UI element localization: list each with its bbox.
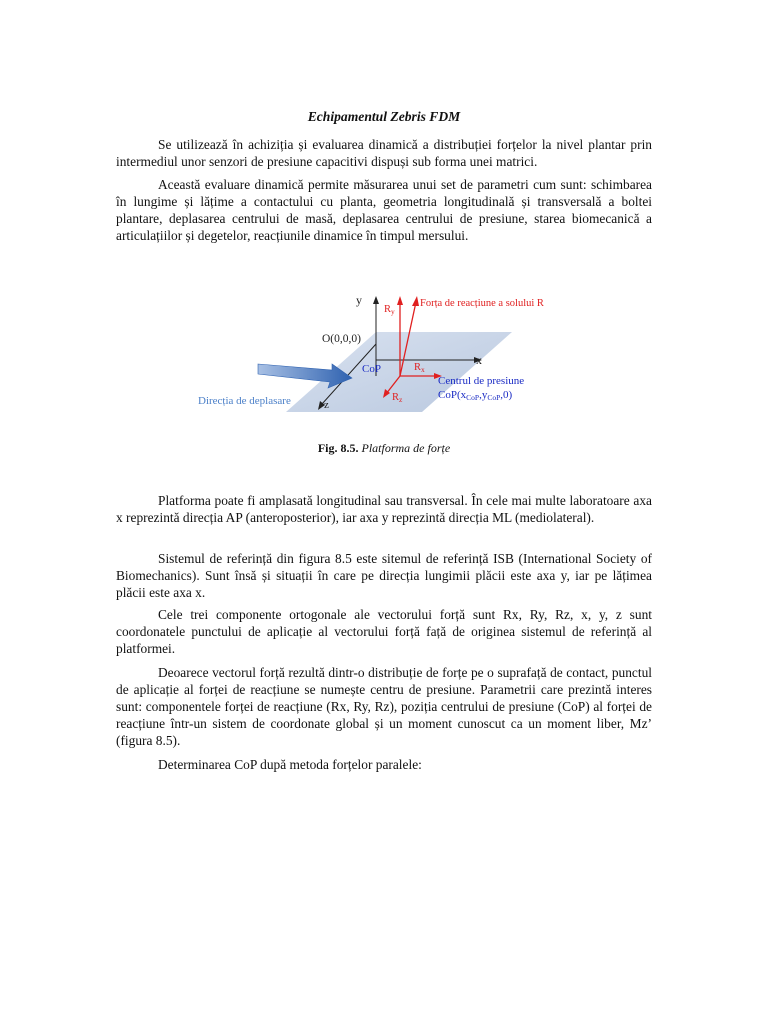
ry-arrowhead bbox=[397, 296, 403, 305]
resultant-force-arrowhead bbox=[412, 296, 419, 306]
cop-label: CoP bbox=[362, 363, 381, 375]
origin-label: O(0,0,0) bbox=[322, 333, 361, 345]
ry-label: Ry bbox=[384, 304, 395, 316]
rx-label: Rx bbox=[414, 362, 425, 374]
paragraph-2: Această evaluare dinamică permite măsurarea unui set de parametri cum sunt: schimbarea în lungime și lățime a contactului cu planta, geometria longitudinală și transversală a boltei plantare, deplasarea centrului de masă, deplasarea centrului de presiune, starea biomecanică a articulațiilor și degetelor, reacțiunile dinamice în timpul mersului. bbox=[116, 177, 652, 243]
paragraph-5: Cele trei componente ortogonale ale vectorului forță sunt Rx, Ry, Rz, x, y, z sunt coordonatele punctului de aplicație al vectorului forță față de originea sistemul de referință al platformei. bbox=[116, 607, 652, 656]
caption-text: Platforma de forțe bbox=[361, 441, 451, 455]
cop-coordinates-label: CoP(xCoP,yCoP,0) bbox=[438, 389, 513, 402]
document-title: Echipamentul Zebris FDM bbox=[307, 109, 461, 124]
figure-caption bbox=[0, 440, 768, 457]
center-of-pressure-label: Centrul de presiune bbox=[438, 375, 525, 387]
caption-number: Fig. 8.5. bbox=[317, 441, 359, 455]
x-axis-label: x bbox=[476, 353, 482, 367]
force-platform-figure bbox=[190, 284, 570, 424]
y-axis-label: y bbox=[356, 293, 362, 307]
direction-label: Direcția de deplasare bbox=[198, 395, 291, 407]
paragraph-3: Platforma poate fi amplasată longitudinal sau transversal. În cele mai multe laboratoare axa x reprezintă direcția AP (anteroposterior), iar axa y reprezintă direcția ML (mediolateral). bbox=[116, 493, 652, 525]
z-axis-label: z bbox=[324, 399, 329, 411]
y-axis-arrow bbox=[373, 296, 379, 304]
paragraph-7: Determinarea CoP după metoda forțelor paralele: bbox=[158, 757, 422, 772]
paragraph-4: Sistemul de referință din figura 8.5 este sitemul de referință ISB (International Society of Biomechanics). Sunt însă și situații în care pe direcția lungimii plăcii este axa y, iar pe lățimea plăcii este axa x. bbox=[116, 551, 652, 600]
force-label: Forța de reacțiune a solului R bbox=[420, 298, 544, 309]
rz-label: Rz bbox=[392, 392, 403, 404]
force-platform-diagram bbox=[190, 284, 570, 424]
paragraph-6: Deoarece vectorul forță rezultă dintr-o distribuție de forțe pe o suprafață de contact, punctul de aplicație al forței de reacțiune se numește centru de presiune. Parametrii care prezintă interes sunt: componentele forței de reacțiune (Rx, Ry, Rz), poziția centrului de presiune (CoP) al forței de reacțiune într-un sistem de coordonate global și un moment cunoscut ca un moment liber, Mz’ (figura 8.5). bbox=[116, 665, 652, 748]
paragraph-1: Se utilizează în achiziția și evaluarea dinamică a distribuției forțelor la nivel plantar prin intermediul unor senzori de presiune capacitivi dispuși sub forma unei matrici. bbox=[116, 137, 652, 169]
